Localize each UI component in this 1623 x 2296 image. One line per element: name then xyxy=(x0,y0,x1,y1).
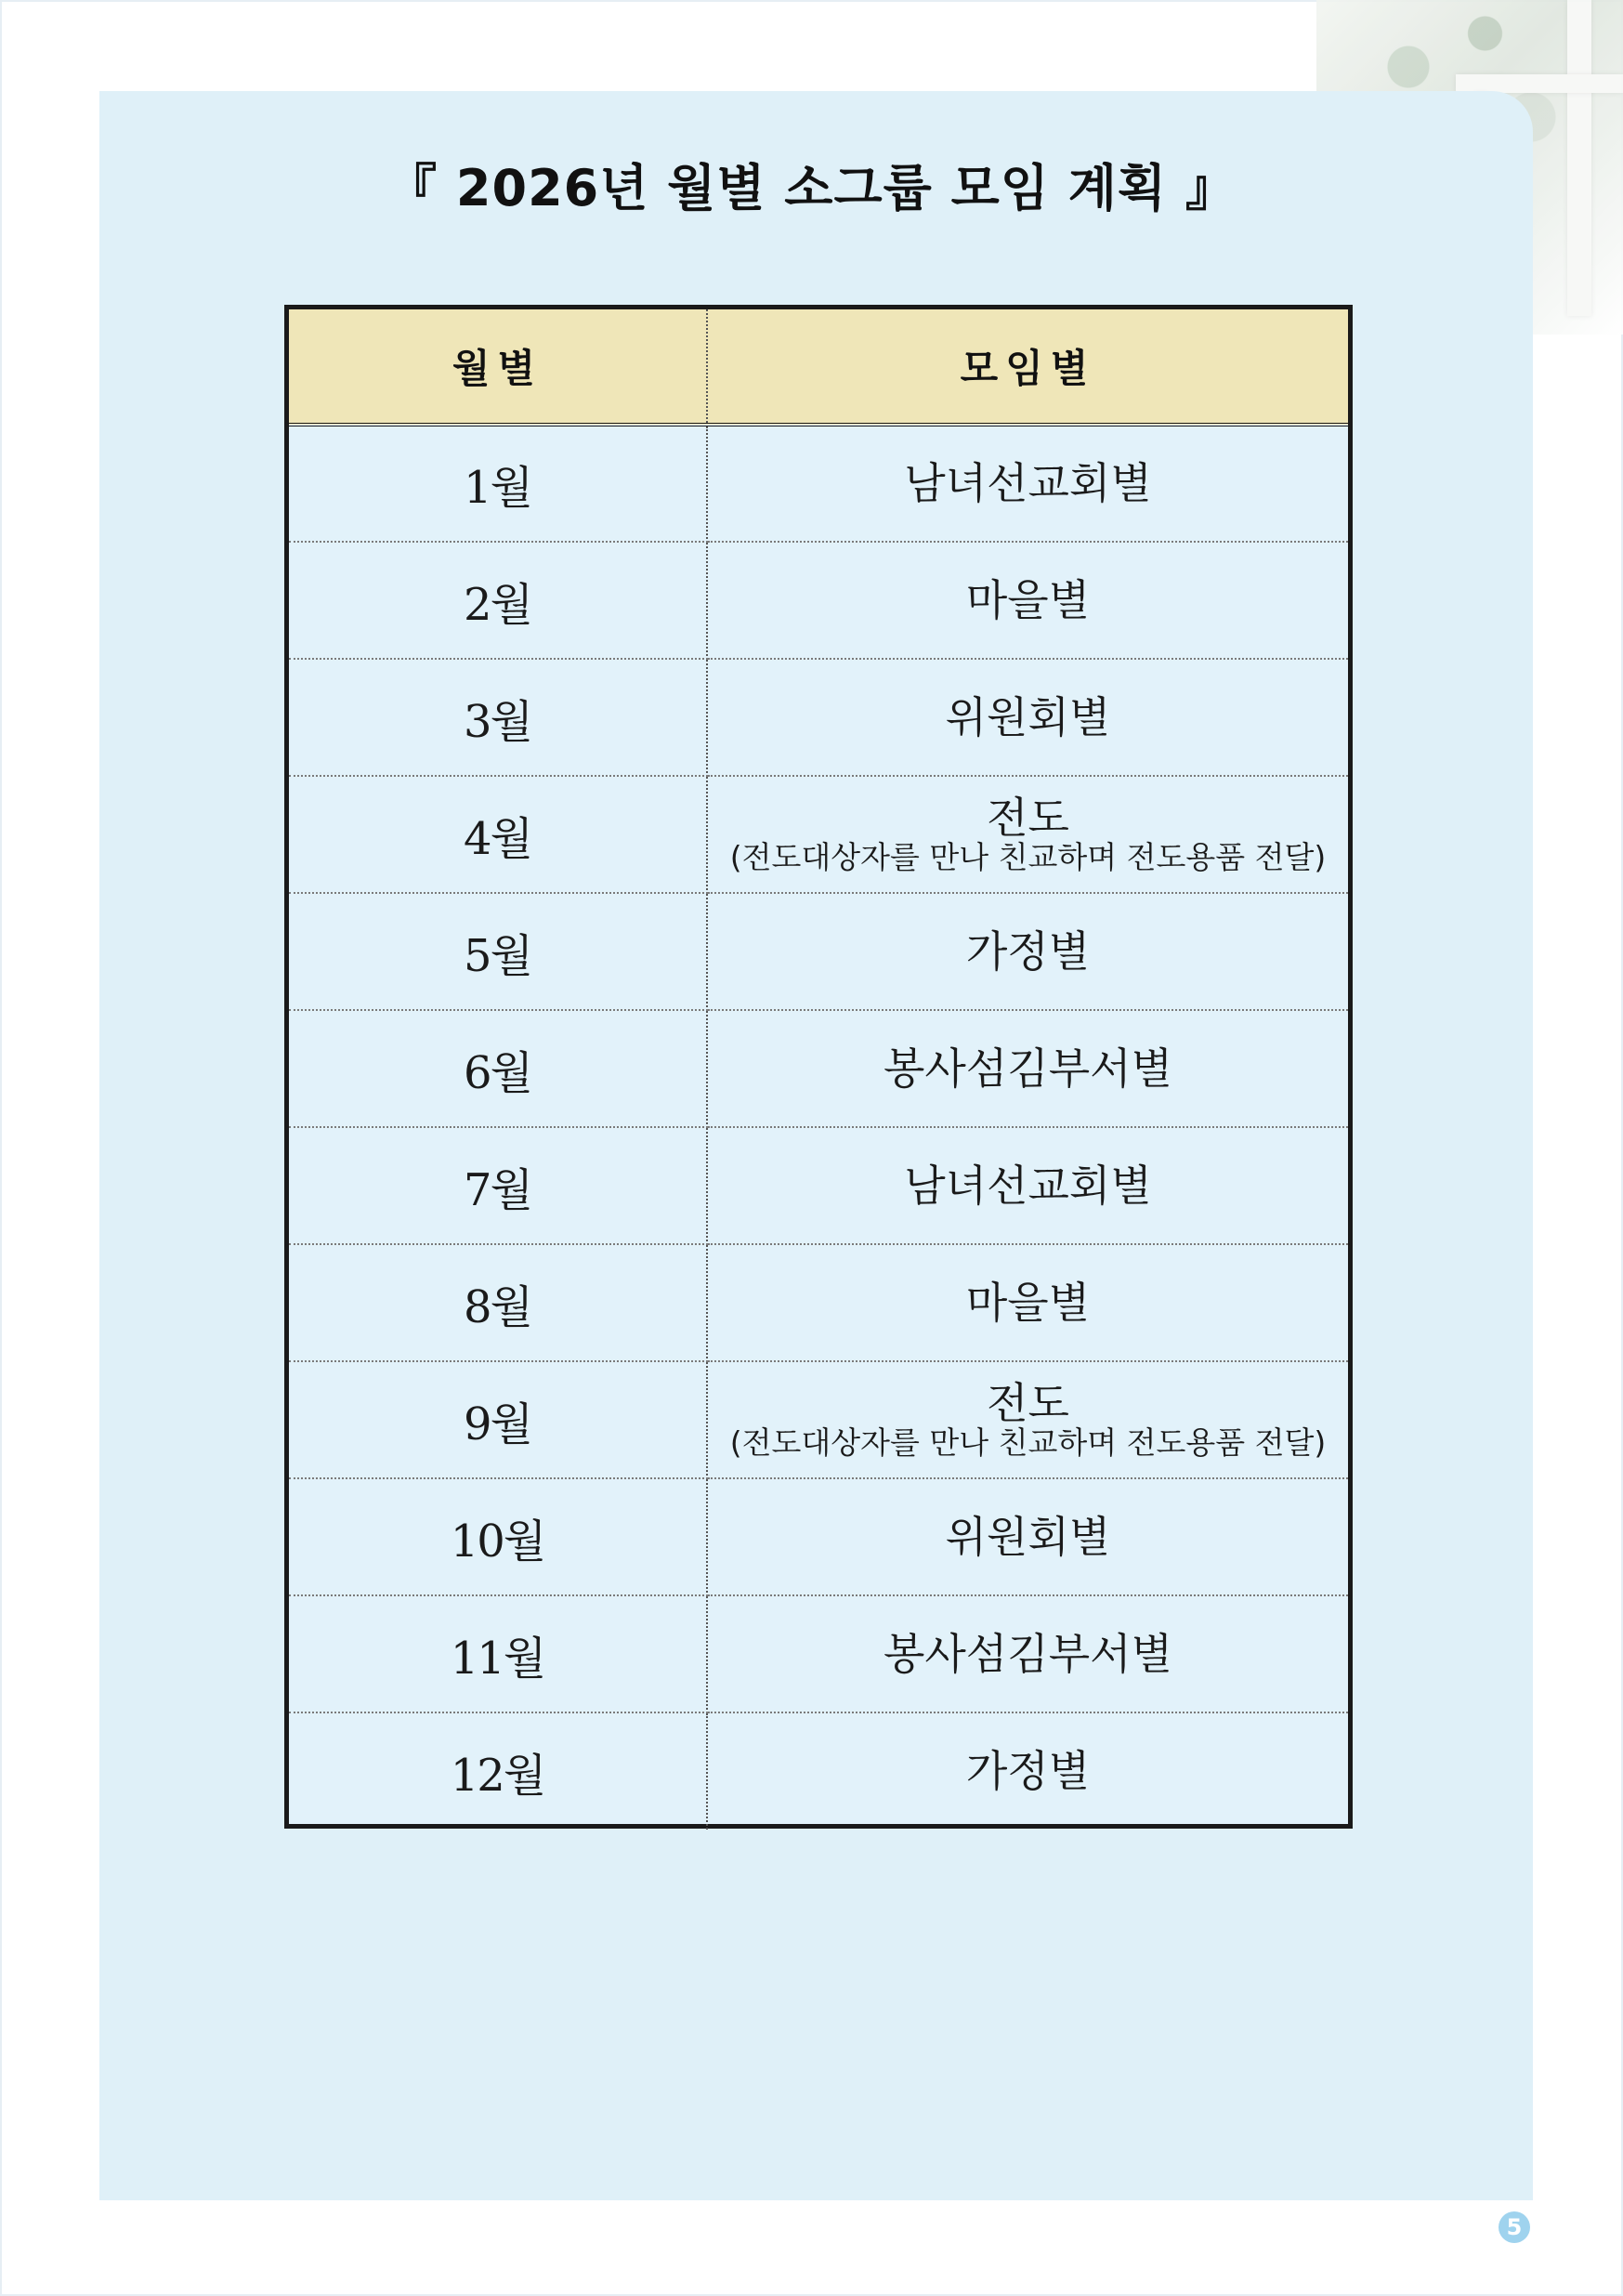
group-label: 봉사섬김부서별 xyxy=(883,1628,1173,1679)
page-title: 『 2026년 월별 소그룹 모임 계획 』 xyxy=(386,159,1237,217)
month-cell: 8월 xyxy=(289,1244,707,1361)
month-cell: 3월 xyxy=(289,659,707,776)
group-label: 봉사섬김부서별 xyxy=(883,1043,1173,1094)
table-row xyxy=(289,893,1348,1010)
group-label: 남녀선교회별 xyxy=(904,1160,1152,1211)
group-cell xyxy=(707,1244,1348,1361)
table-header-row xyxy=(289,309,1348,425)
month-cell: 6월 xyxy=(289,1010,707,1127)
table-row xyxy=(289,425,1348,542)
month-cell: 9월 xyxy=(289,1361,707,1478)
group-cell xyxy=(707,893,1348,1010)
table-row xyxy=(289,1244,1348,1361)
table-row xyxy=(289,1361,1348,1478)
group-note: (전도대상자를 만나 친교하며 전도용품 전달) xyxy=(729,1424,1327,1461)
group-cell xyxy=(707,1478,1348,1595)
group-label: 가정별 xyxy=(965,1746,1091,1797)
month-cell: 11월 xyxy=(289,1595,707,1712)
month-cell: 1월 xyxy=(289,425,707,542)
group-label: 위원회별 xyxy=(945,1511,1111,1562)
schedule-table-grid xyxy=(289,309,1348,1830)
group-note: (전도대상자를 만나 친교하며 전도용품 전달) xyxy=(729,838,1327,875)
group-cell xyxy=(707,1712,1348,1830)
column-header-month: 월별 xyxy=(289,309,707,425)
group-cell xyxy=(707,542,1348,659)
group-label: 위원회별 xyxy=(945,691,1111,742)
table-row xyxy=(289,1595,1348,1712)
table-row xyxy=(289,542,1348,659)
month-cell: 5월 xyxy=(289,893,707,1010)
schedule-table xyxy=(284,305,1353,1829)
group-label: 마을별 xyxy=(965,1277,1091,1328)
table-row xyxy=(289,1127,1348,1244)
group-cell xyxy=(707,1010,1348,1127)
month-cell: 2월 xyxy=(289,542,707,659)
group-label: 마을별 xyxy=(965,574,1091,625)
month-cell: 4월 xyxy=(289,776,707,893)
group-cell xyxy=(707,1361,1348,1478)
group-cell xyxy=(707,1127,1348,1244)
group-label: 가정별 xyxy=(965,925,1091,977)
group-label: 남녀선교회별 xyxy=(904,458,1152,509)
page-number-badge: 5 xyxy=(1499,2211,1530,2243)
column-header-group: 모임별 xyxy=(707,309,1348,425)
month-cell: 7월 xyxy=(289,1127,707,1244)
table-row xyxy=(289,776,1348,893)
table-row xyxy=(289,1712,1348,1830)
table-row xyxy=(289,1010,1348,1127)
table-row xyxy=(289,659,1348,776)
table-row xyxy=(289,1478,1348,1595)
group-cell xyxy=(707,776,1348,893)
group-cell xyxy=(707,425,1348,542)
group-label: 전도 xyxy=(987,792,1069,843)
group-label: 전도 xyxy=(987,1377,1069,1428)
group-cell xyxy=(707,659,1348,776)
month-cell: 12월 xyxy=(289,1712,707,1830)
group-cell xyxy=(707,1595,1348,1712)
month-cell: 10월 xyxy=(289,1478,707,1595)
